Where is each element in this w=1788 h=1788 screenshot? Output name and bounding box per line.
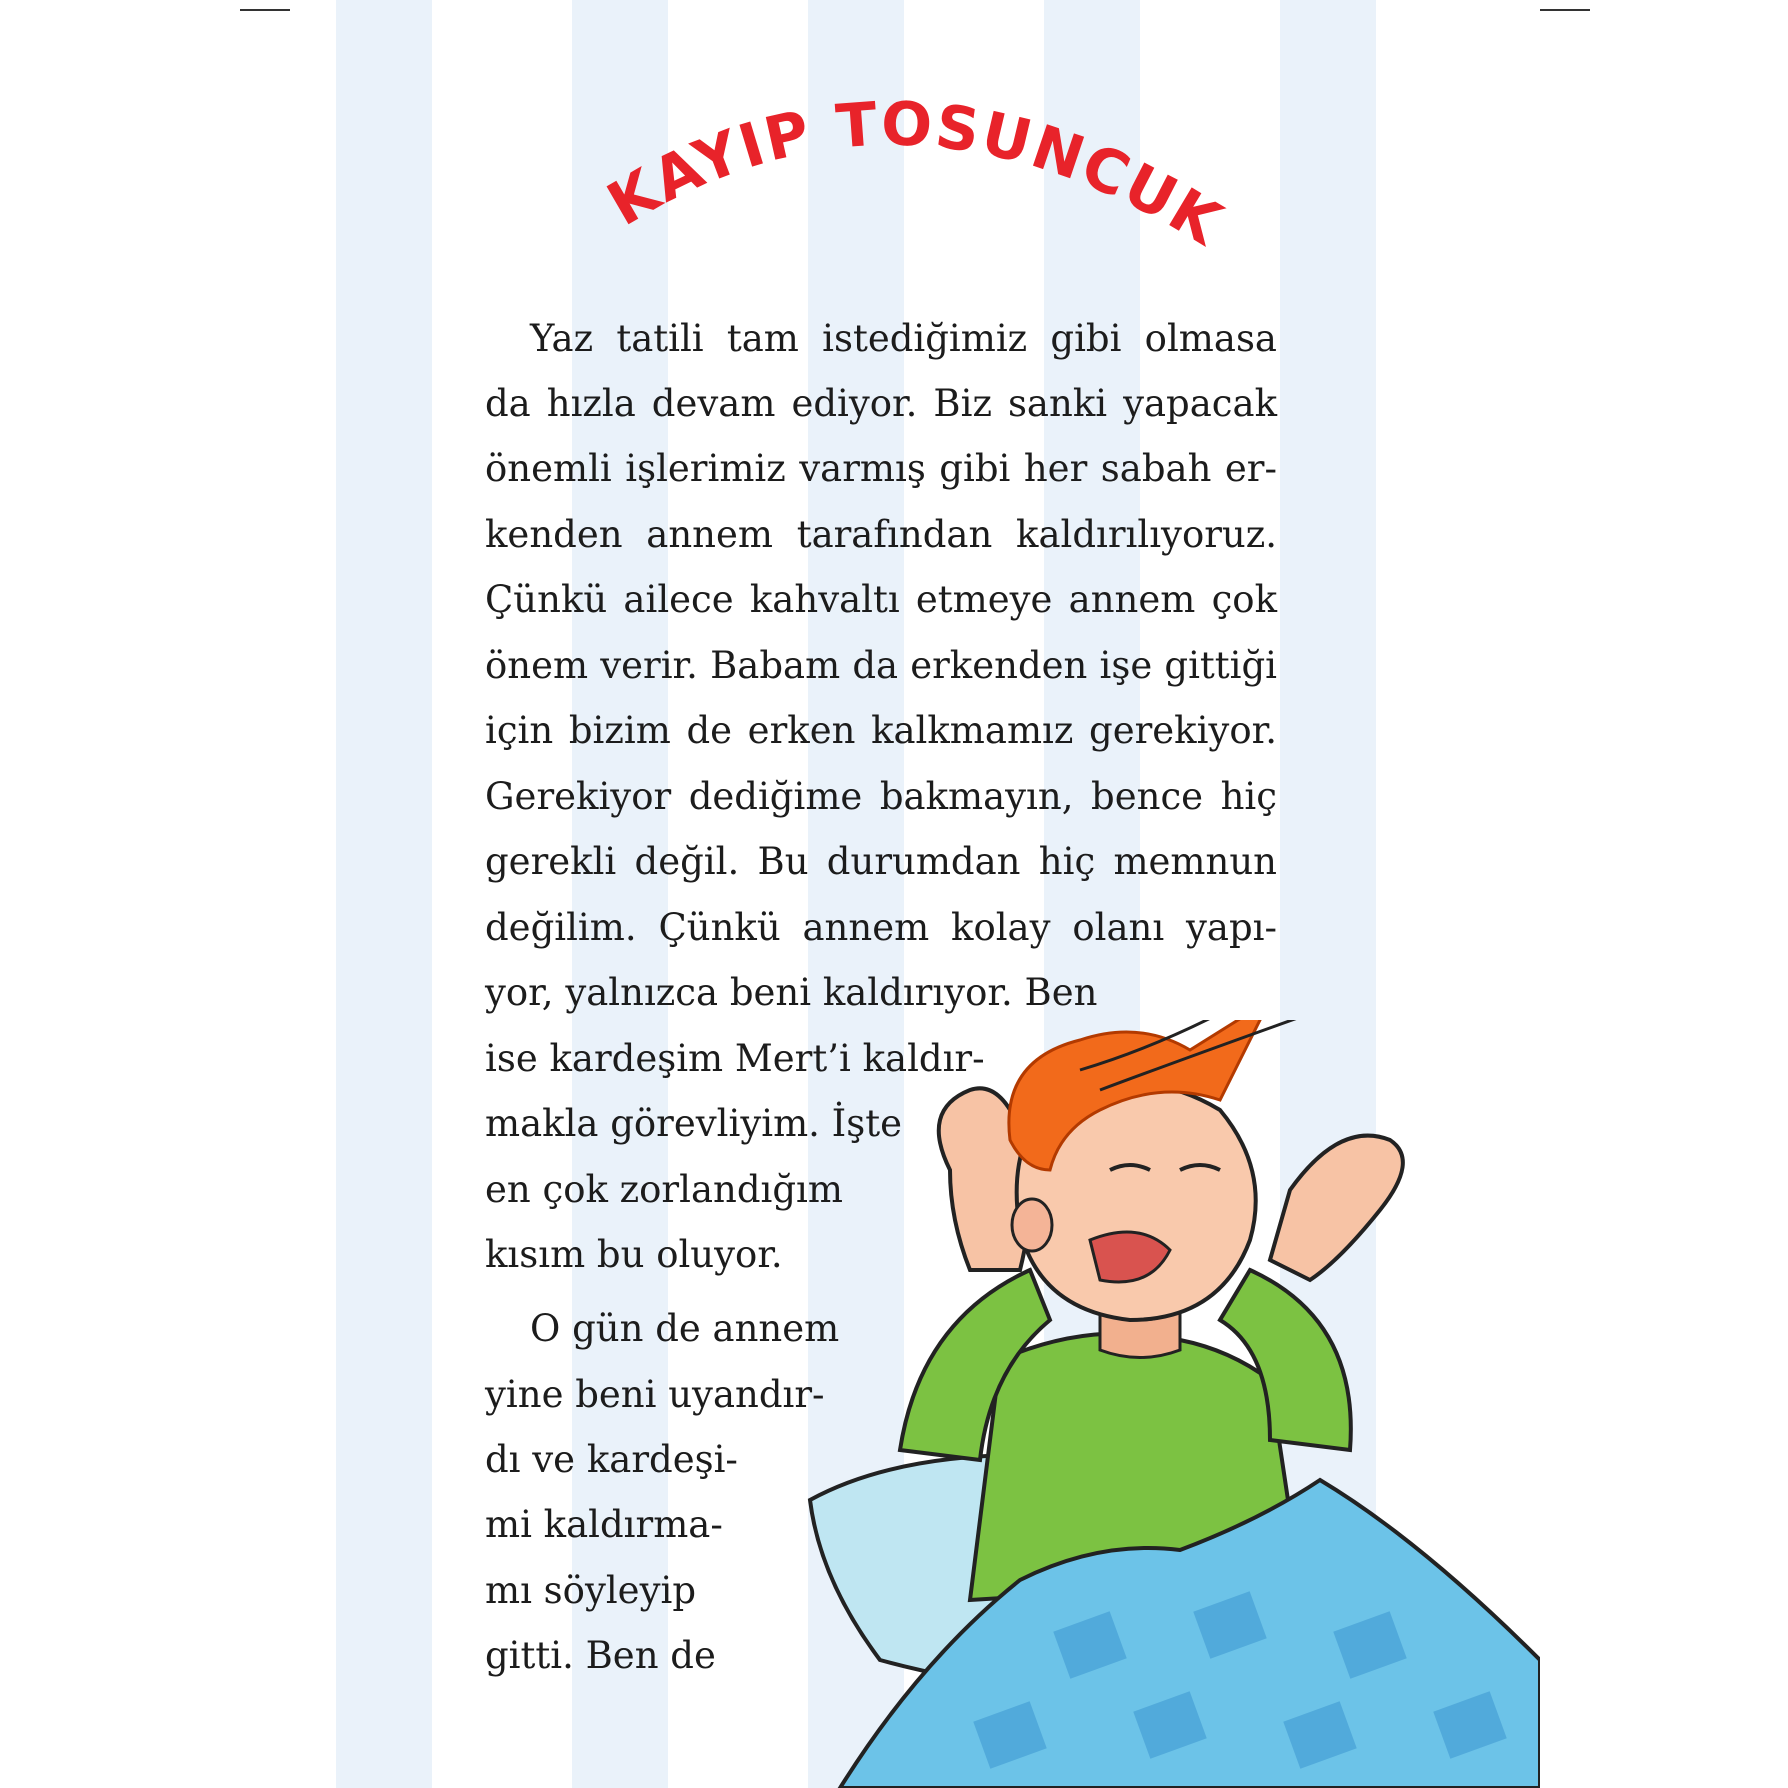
text-line: yor, yalnızca beni kaldırıyor. Ben (485, 971, 1098, 1014)
text-line: Yaz tatili tam istediğimiz gibi olmasa (530, 317, 1277, 360)
text-line: dı ve kardeşi- (485, 1438, 738, 1481)
text-line: önem verir. Babam da erkenden işe gittiği (485, 644, 1277, 687)
text-line: için bizim de erken kalkmamız gerekiyor. (485, 709, 1277, 752)
text-line: kenden annem tarafından kaldırılıyoruz. (485, 513, 1277, 556)
text-line: kısım bu oluyor. (485, 1233, 783, 1276)
chapter-title (560, 80, 1260, 280)
text-line: değilim. Çünkü annem kolay olanı yapı- (485, 906, 1277, 949)
text-line: gerekli değil. Bu durumdan hiç memnun (485, 840, 1277, 883)
text-line: da hızla devam ediyor. Biz sanki yapacak (485, 382, 1277, 425)
text-line: önemli işlerimiz varmış gibi her sabah er- (485, 447, 1277, 490)
right-hand (1270, 1136, 1403, 1280)
text-line: makla görevliyim. İşte (485, 1102, 903, 1145)
text-line: gitti. Ben de (485, 1634, 716, 1677)
text-line: yine beni uyandır- (485, 1373, 825, 1416)
text-line: en çok zorlandığım (485, 1168, 843, 1211)
text-line: mi kaldırma- (485, 1503, 723, 1546)
crop-mark-left (240, 9, 290, 11)
boy-waking-up-illustration (800, 1020, 1540, 1788)
text-line: mı söyleyip (485, 1569, 696, 1612)
chapter-title-path: KAYIP TOSUNCUK (596, 89, 1235, 260)
text-line: ise kardeşim Mert’i kaldır- (485, 1037, 985, 1080)
text-line: Gerekiyor dediğime bakmayın, bence hiç (485, 775, 1277, 818)
text-line: Çünkü ailece kahvaltı etmeye annem çok (485, 578, 1277, 621)
crop-mark-right (1540, 9, 1590, 11)
text-line: O gün de annem (530, 1307, 840, 1350)
ear (1012, 1199, 1052, 1251)
background-stripe (336, 0, 432, 1788)
chapter-title-text (596, 89, 1235, 260)
